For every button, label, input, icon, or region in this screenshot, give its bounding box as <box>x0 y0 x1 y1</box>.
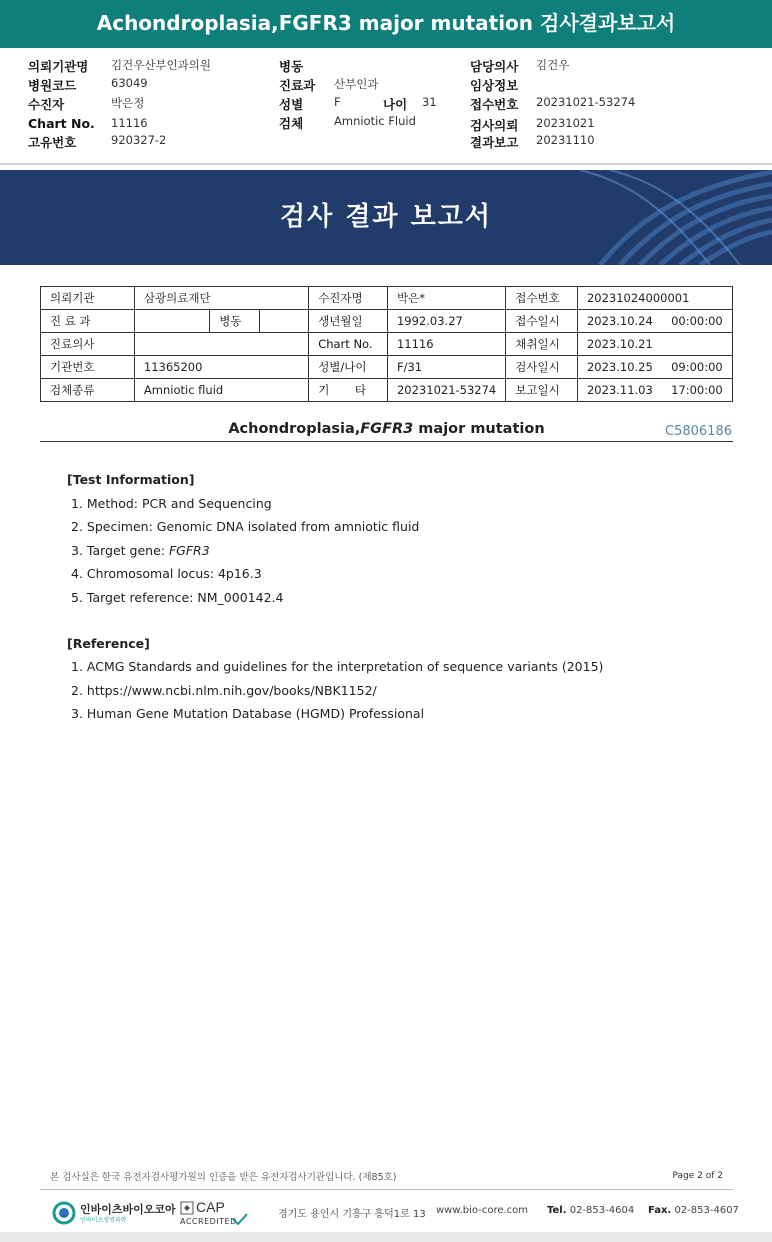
table-row <box>41 356 733 379</box>
title-underline <box>40 441 733 442</box>
table-row <box>41 379 733 402</box>
fax-label: Fax. <box>648 1205 672 1216</box>
report-banner <box>0 170 772 265</box>
department-label: 진료과 <box>279 78 316 93</box>
list-item: 4. Chromosomal locus: 4p16.3 <box>71 566 262 581</box>
company-subname: 인바이츠생명과학 <box>80 1217 127 1224</box>
table-cell: 2023.10.21 <box>577 333 732 356</box>
chart-no-label: Chart No. <box>28 116 95 131</box>
list-item <box>71 543 210 558</box>
physician-value: 김건우 <box>536 58 570 72</box>
test-title-suffix: major mutation <box>413 421 545 437</box>
table-cell: 11365200 <box>134 356 308 379</box>
company-name: 인바이츠바이오코아 <box>80 1203 176 1216</box>
hospital-code-value: 63049 <box>111 76 148 90</box>
target-gene-value: FGFR3 <box>168 543 210 558</box>
sex-value: F <box>334 95 341 109</box>
fax-value: 02-853-4607 <box>674 1205 739 1216</box>
physician-label: 담당의사 <box>470 59 519 74</box>
test-title <box>40 421 733 437</box>
table-cell: 2023.10.24 00:00:00 <box>577 310 732 333</box>
table-cell: F/31 <box>387 356 505 379</box>
requesting-clinic-label: 의뢰기관명 <box>28 59 89 74</box>
receipt-no-value: 20231021-53274 <box>536 95 636 109</box>
list-item: 5. Target reference: NM_000142.4 <box>71 590 284 605</box>
requesting-clinic-value: 김건우산부인과의원 <box>111 58 211 72</box>
table-cell: 진료의사 <box>41 333 135 356</box>
table-cell: 11116 <box>387 333 505 356</box>
table-cell: Amniotic fluid <box>134 379 308 402</box>
list-item: 1. Method: PCR and Sequencing <box>71 496 272 511</box>
company-address: 경기도 용인시 기흥구 흥덕1로 13 <box>278 1209 426 1220</box>
table-row <box>41 287 733 310</box>
age-label: 나이 <box>383 97 408 112</box>
cap-icon <box>180 1201 194 1215</box>
section-divider <box>0 163 772 165</box>
report-date-value: 20231110 <box>536 133 595 147</box>
list-item: 1. ACMG Standards and guidelines for the interpretation of sequence variants (2015) <box>71 659 604 674</box>
company-logo-icon <box>52 1201 76 1225</box>
tel-label: Tel. <box>547 1205 567 1216</box>
chart-no-value: 11116 <box>111 116 148 130</box>
bottom-strip <box>0 1232 772 1242</box>
list-item-text: 3. Target gene: <box>71 543 169 558</box>
unique-no-value: 920327-2 <box>111 133 167 147</box>
department-value: 산부인과 <box>334 77 379 91</box>
specimen-label: 검체 <box>279 116 304 131</box>
table-cell: 검사일시 <box>506 356 578 379</box>
request-date-label: 검사의뢰 <box>470 118 519 133</box>
table-cell: 기관번호 <box>41 356 135 379</box>
company-tel <box>547 1205 634 1216</box>
page-footer <box>40 1163 739 1233</box>
clinical-info-label: 임상정보 <box>470 78 519 93</box>
report-title: Achondroplasia,FGFR3 major mutation 검사결과보고서 <box>96 11 676 35</box>
request-date-value: 20231021 <box>536 116 595 130</box>
test-title-prefix: Achondroplasia, <box>228 421 361 437</box>
table-cell: 의뢰기관 <box>41 287 135 310</box>
test-title-gene: FGFR3 <box>360 421 414 437</box>
sex-label: 성별 <box>279 97 304 112</box>
table-cell: 2023.11.03 17:00:00 <box>577 379 732 402</box>
hospital-code-label: 병원코드 <box>28 78 77 93</box>
reference-heading: [Reference] <box>67 636 150 651</box>
list-item: 3. Human Gene Mutation Database (HGMD) Professional <box>71 706 425 721</box>
page-number: Page 2 of 2 <box>672 1171 723 1181</box>
table-cell: 병동 <box>210 310 260 333</box>
age-value: 31 <box>422 95 437 109</box>
tel-value: 02-853-4604 <box>569 1205 635 1216</box>
list-item: 2. https://www.ncbi.nlm.nih.gov/books/NBK1152/ <box>71 683 377 698</box>
patient-info-table <box>40 286 733 402</box>
table-cell: 2023.10.25 09:00:00 <box>577 356 732 379</box>
top-info-block <box>0 50 772 162</box>
table-cell <box>260 310 309 333</box>
table-cell <box>134 333 308 356</box>
company-fax <box>648 1205 739 1216</box>
table-cell: 접수번호 <box>506 287 578 310</box>
cap-accredited-badge <box>180 1197 250 1229</box>
table-cell: 성별/나이 <box>309 356 388 379</box>
table-cell: 보고일시 <box>506 379 578 402</box>
table-cell: 수진자명 <box>309 287 388 310</box>
table-cell: Chart No. <box>309 333 388 356</box>
table-row <box>41 310 733 333</box>
company-logo <box>52 1199 176 1227</box>
table-cell: 접수일시 <box>506 310 578 333</box>
ward-label: 병동 <box>279 59 304 74</box>
patient-label: 수진자 <box>28 97 65 112</box>
table-cell: 20231021-53274 <box>387 379 505 402</box>
table-cell: 생년월일 <box>309 310 388 333</box>
patient-value: 박은정 <box>111 96 145 110</box>
table-cell: 20231024000001 <box>577 287 732 310</box>
table-cell: 1992.03.27 <box>387 310 505 333</box>
table-cell: 채취일시 <box>506 333 578 356</box>
table-row <box>41 333 733 356</box>
check-icon <box>232 1213 248 1225</box>
test-info-heading: [Test Information] <box>67 472 195 487</box>
table-cell: 진 료 과 <box>41 310 135 333</box>
footer-divider <box>40 1189 733 1190</box>
report-title-bar <box>0 0 772 48</box>
footer-note: 본 검사실은 한국 유전자검사평가원의 인증을 받은 유전자검사기관입니다. (제85호) <box>50 1172 397 1183</box>
table-cell <box>134 310 209 333</box>
cap-accredited-text: ACCREDITED <box>180 1217 237 1226</box>
receipt-no-label: 접수번호 <box>470 97 519 112</box>
test-code: C5806186 <box>665 424 732 439</box>
cap-text: CAP <box>196 1199 225 1215</box>
table-cell: 기 타 <box>309 379 388 402</box>
table-cell: 삼광의료재단 <box>134 287 308 310</box>
company-website: www.bio-core.com <box>436 1205 529 1216</box>
report-date-label: 결과보고 <box>470 135 519 150</box>
banner-title: 검사 결과 보고서 <box>280 202 492 232</box>
table-cell: 검체종류 <box>41 379 135 402</box>
table-cell: 박은* <box>387 287 505 310</box>
unique-no-label: 고유번호 <box>28 135 77 150</box>
list-item: 2. Specimen: Genomic DNA isolated from amniotic fluid <box>71 519 420 534</box>
specimen-value: Amniotic Fluid <box>334 114 416 128</box>
